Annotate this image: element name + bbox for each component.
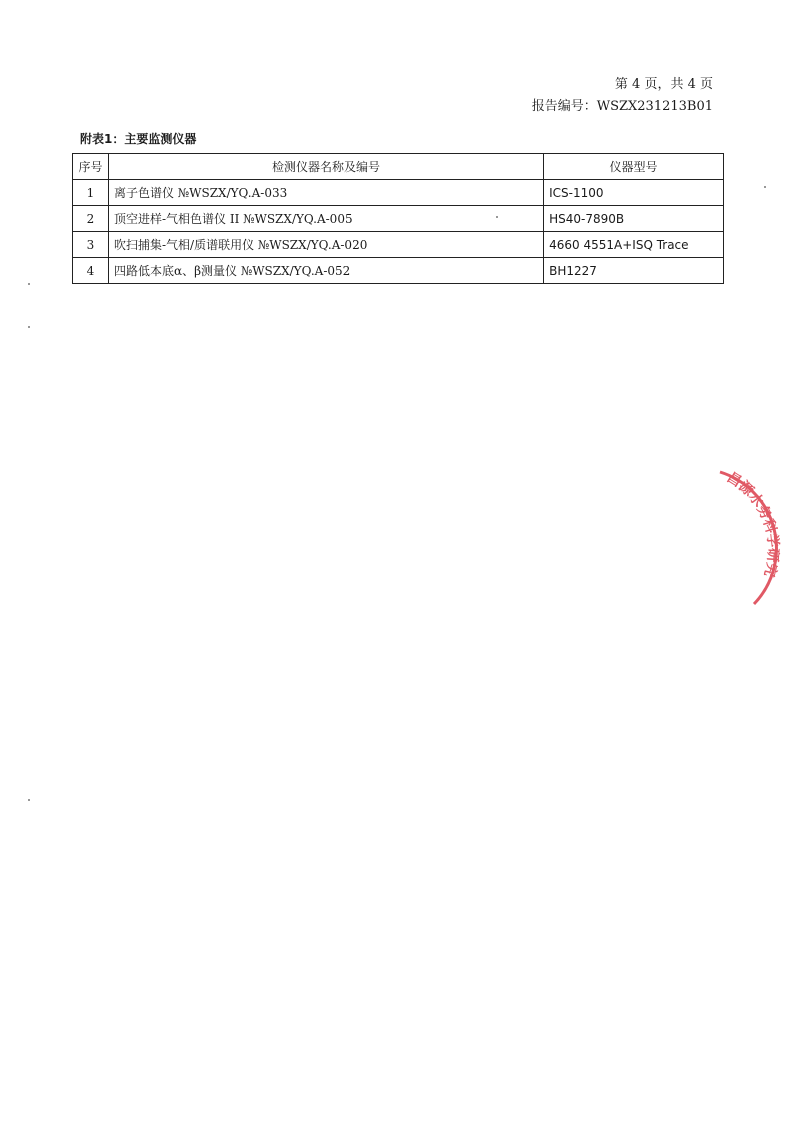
scan-speck bbox=[28, 283, 30, 285]
official-seal-stamp bbox=[690, 458, 793, 608]
cell-instrument-model: ICS-1100 bbox=[544, 180, 724, 206]
cell-serial-number: 1 bbox=[73, 180, 109, 206]
appendix-title: 附表1：主要监测仪器 bbox=[80, 132, 197, 146]
cell-instrument-name: 吹扫捕集-气相/质谱联用仪 №WSZX/YQ.A-020 bbox=[108, 232, 543, 258]
page-header bbox=[532, 74, 713, 118]
scan-speck bbox=[28, 799, 30, 801]
report-number: 报告编号：WSZX231213B01 bbox=[531, 99, 713, 114]
table-header-row bbox=[73, 154, 724, 180]
table-row bbox=[73, 180, 724, 206]
scan-speck bbox=[496, 216, 498, 218]
cell-serial-number: 3 bbox=[73, 232, 109, 258]
cell-instrument-name: 离子色谱仪 №WSZX/YQ.A-033 bbox=[108, 180, 543, 206]
cell-serial-number: 2 bbox=[73, 206, 109, 232]
cell-instrument-model: BH1227 bbox=[544, 258, 724, 284]
page-number: 第 4 页，共 4 页 bbox=[614, 77, 713, 92]
instrument-table bbox=[72, 153, 724, 284]
scan-speck bbox=[764, 186, 766, 188]
header-instrument-model: 仪器型号 bbox=[544, 154, 724, 180]
cell-instrument-model: HS40-7890B bbox=[544, 206, 724, 232]
table-row bbox=[73, 206, 724, 232]
header-instrument-name: 检测仪器名称及编号 bbox=[108, 154, 543, 180]
seal-text: 昌源水务科学研究 bbox=[723, 469, 781, 579]
cell-instrument-name: 四路低本底α、β测量仪 №WSZX/YQ.A-052 bbox=[108, 258, 543, 284]
header-serial-number: 序号 bbox=[73, 154, 109, 180]
cell-instrument-name: 顶空进样-气相色谱仪 II №WSZX/YQ.A-005 bbox=[108, 206, 543, 232]
table-row bbox=[73, 232, 724, 258]
cell-serial-number: 4 bbox=[73, 258, 109, 284]
cell-instrument-model: 4660 4551A+ISQ Trace bbox=[544, 232, 724, 258]
table-row bbox=[73, 258, 724, 284]
scan-speck bbox=[28, 326, 30, 328]
